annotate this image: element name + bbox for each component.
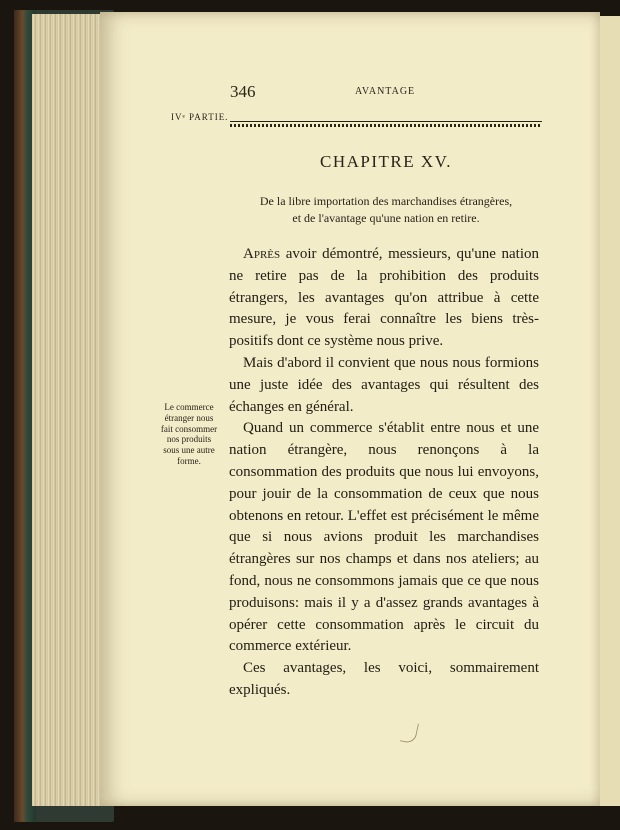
page-number: 346	[230, 82, 256, 101]
chapter-title: CHAPITRE XV.	[320, 152, 452, 171]
running-head: AVANTAGE	[355, 86, 416, 97]
subtitle-line-1: De la libre importation des marchandises étrangères,	[259, 194, 513, 208]
paragraph-2: Mais d'abord il convient que nous nous formions une juste idée des avantages qui résultent des échanges en général.	[229, 354, 539, 415]
body-text	[229, 244, 539, 702]
lead-word: Après	[243, 246, 281, 262]
paragraph-1-text: avoir démontré, messieurs, qu'une nation ne retire pas de la prohibition des produits étrangers, les avantages qu'on attribue à cette mesure, je vous ferai connaître les biens très-positifs dont ce système nous prive.	[229, 246, 539, 350]
paragraph-1	[229, 244, 539, 353]
header-rule	[230, 121, 542, 127]
paragraph-4: Ces avantages, les voici, sommairement expliqués.	[229, 660, 539, 698]
subtitle-line-2: et de l'avantage qu'une nation en retire.	[292, 211, 480, 225]
chapter-subtitle	[228, 193, 544, 227]
part-label: IVᵉ PARTIE.	[171, 112, 229, 122]
page-edges	[32, 14, 107, 806]
paragraph-3: Quand un commerce s'établit entre nous et une nation étrangère, nous renonçons à la consommation des produits que nous lui envoyons, pour jouir de la consommation de ceux que nous obtenons en retour. L'effet est précisément le même que si nous avions produit les marchandises étrangères sur nos champs et dans nos ateliers; au fond, nous ne consommons jamais que ce que nous produisons: mais il y a d'assez grands avantages à opérer cette consommation après le circuit du commerce extérieur.	[229, 420, 539, 655]
facing-page-edge	[598, 16, 620, 806]
margin-note: Le commerce étranger nous fait consommer nos produits sous une autre forme.	[160, 402, 218, 466]
